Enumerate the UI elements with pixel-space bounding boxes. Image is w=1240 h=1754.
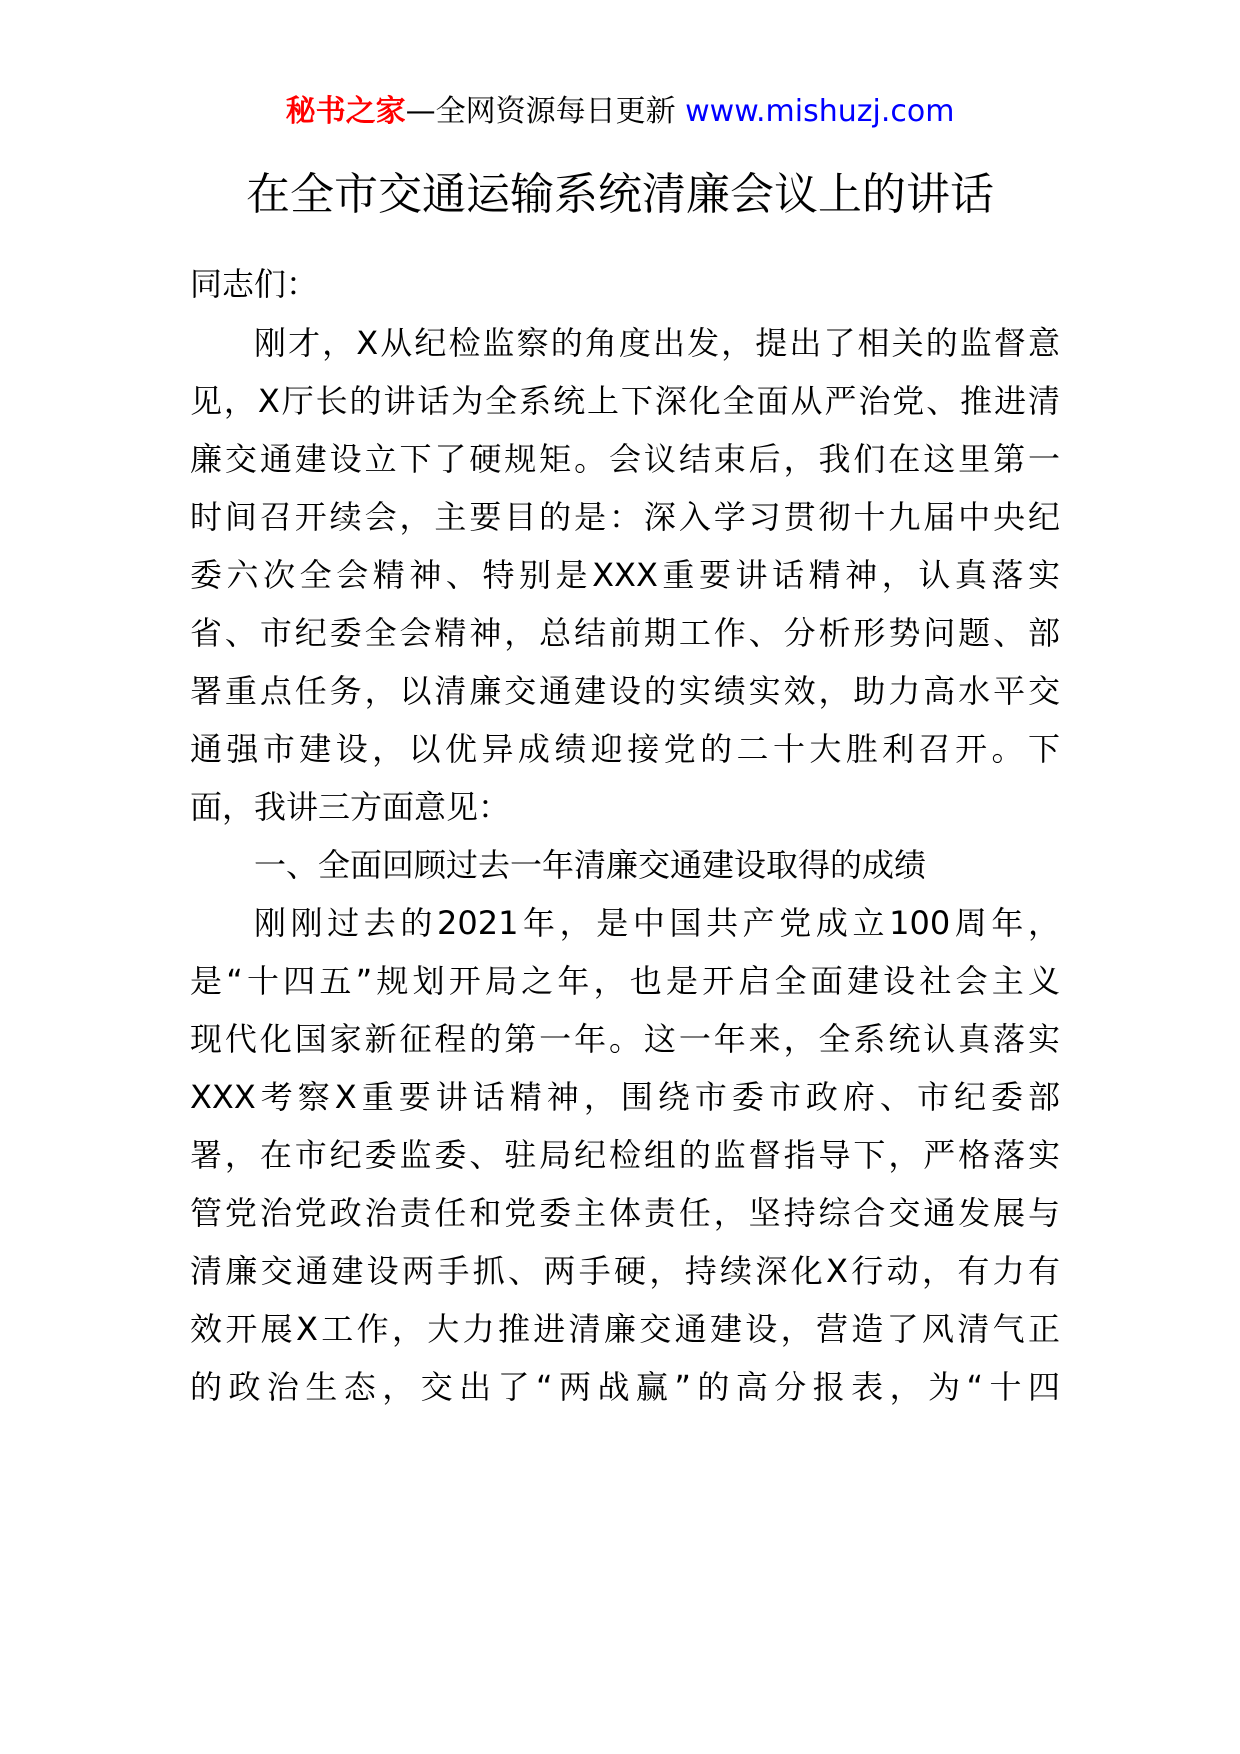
body-line: 省、市纪委全会精神，总结前期工作、分析形势问题、部 bbox=[190, 614, 1060, 652]
site-url-link[interactable]: www.mishuzj.com bbox=[685, 94, 955, 129]
body-line: 见，X厅长的讲话为全系统上下深化全面从严治党、推进清 bbox=[190, 382, 1060, 420]
body-line: 清廉交通建设两手抓、两手硬，持续深化X行动，有力有 bbox=[190, 1252, 1060, 1290]
site-header bbox=[0, 92, 1240, 132]
body-line: 署重点任务，以清廉交通建设的实绩实效，助力高水平交 bbox=[190, 672, 1060, 710]
body-line: 刚刚过去的2021年，是中国共产党成立100周年， bbox=[254, 904, 1060, 942]
body-line: 管党治党政治责任和党委主体责任，坚持综合交通发展与 bbox=[190, 1194, 1060, 1232]
body-line: 是“十四五”规划开局之年，也是开启全面建设社会主义 bbox=[190, 962, 1060, 1000]
body-line: 委六次全会精神、特别是XXX重要讲话精神，认真落实 bbox=[190, 556, 1060, 594]
site-tagline: —全网资源每日更新 bbox=[405, 94, 686, 129]
body-line: 现代化国家新征程的第一年。这一年来，全系统认真落实 bbox=[190, 1020, 1060, 1058]
body-line: 面，我讲三方面意见： bbox=[190, 788, 511, 826]
body-line: 的政治生态，交出了“两战赢”的高分报表，为“十四 bbox=[190, 1368, 1060, 1406]
body-line: 效开展X工作，大力推进清廉交通建设，营造了风清气正 bbox=[190, 1310, 1060, 1348]
body-line: 刚才，X从纪检监察的角度出发，提出了相关的监督意 bbox=[254, 324, 1060, 362]
body-line: 通强市建设，以优异成绩迎接党的二十大胜利召开。下 bbox=[190, 730, 1060, 768]
site-brand: 秘书之家 bbox=[285, 94, 406, 129]
body-line: 署，在市纪委监委、驻局纪检组的监督指导下，严格落实 bbox=[190, 1136, 1060, 1174]
salutation: 同志们： bbox=[190, 265, 319, 303]
document-title: 在全市交通运输系统清廉会议上的讲话 bbox=[246, 169, 994, 220]
body-line: XXX考察X重要讲话精神，围绕市委市政府、市纪委部 bbox=[190, 1078, 1060, 1116]
body-line: 廉交通建设立下了硬规矩。会议结束后，我们在这里第一 bbox=[190, 440, 1060, 478]
section-heading: 一、全面回顾过去一年清廉交通建设取得的成绩 bbox=[254, 846, 927, 884]
body-line: 时间召开续会，主要目的是：深入学习贯彻十九届中央纪 bbox=[190, 498, 1060, 536]
